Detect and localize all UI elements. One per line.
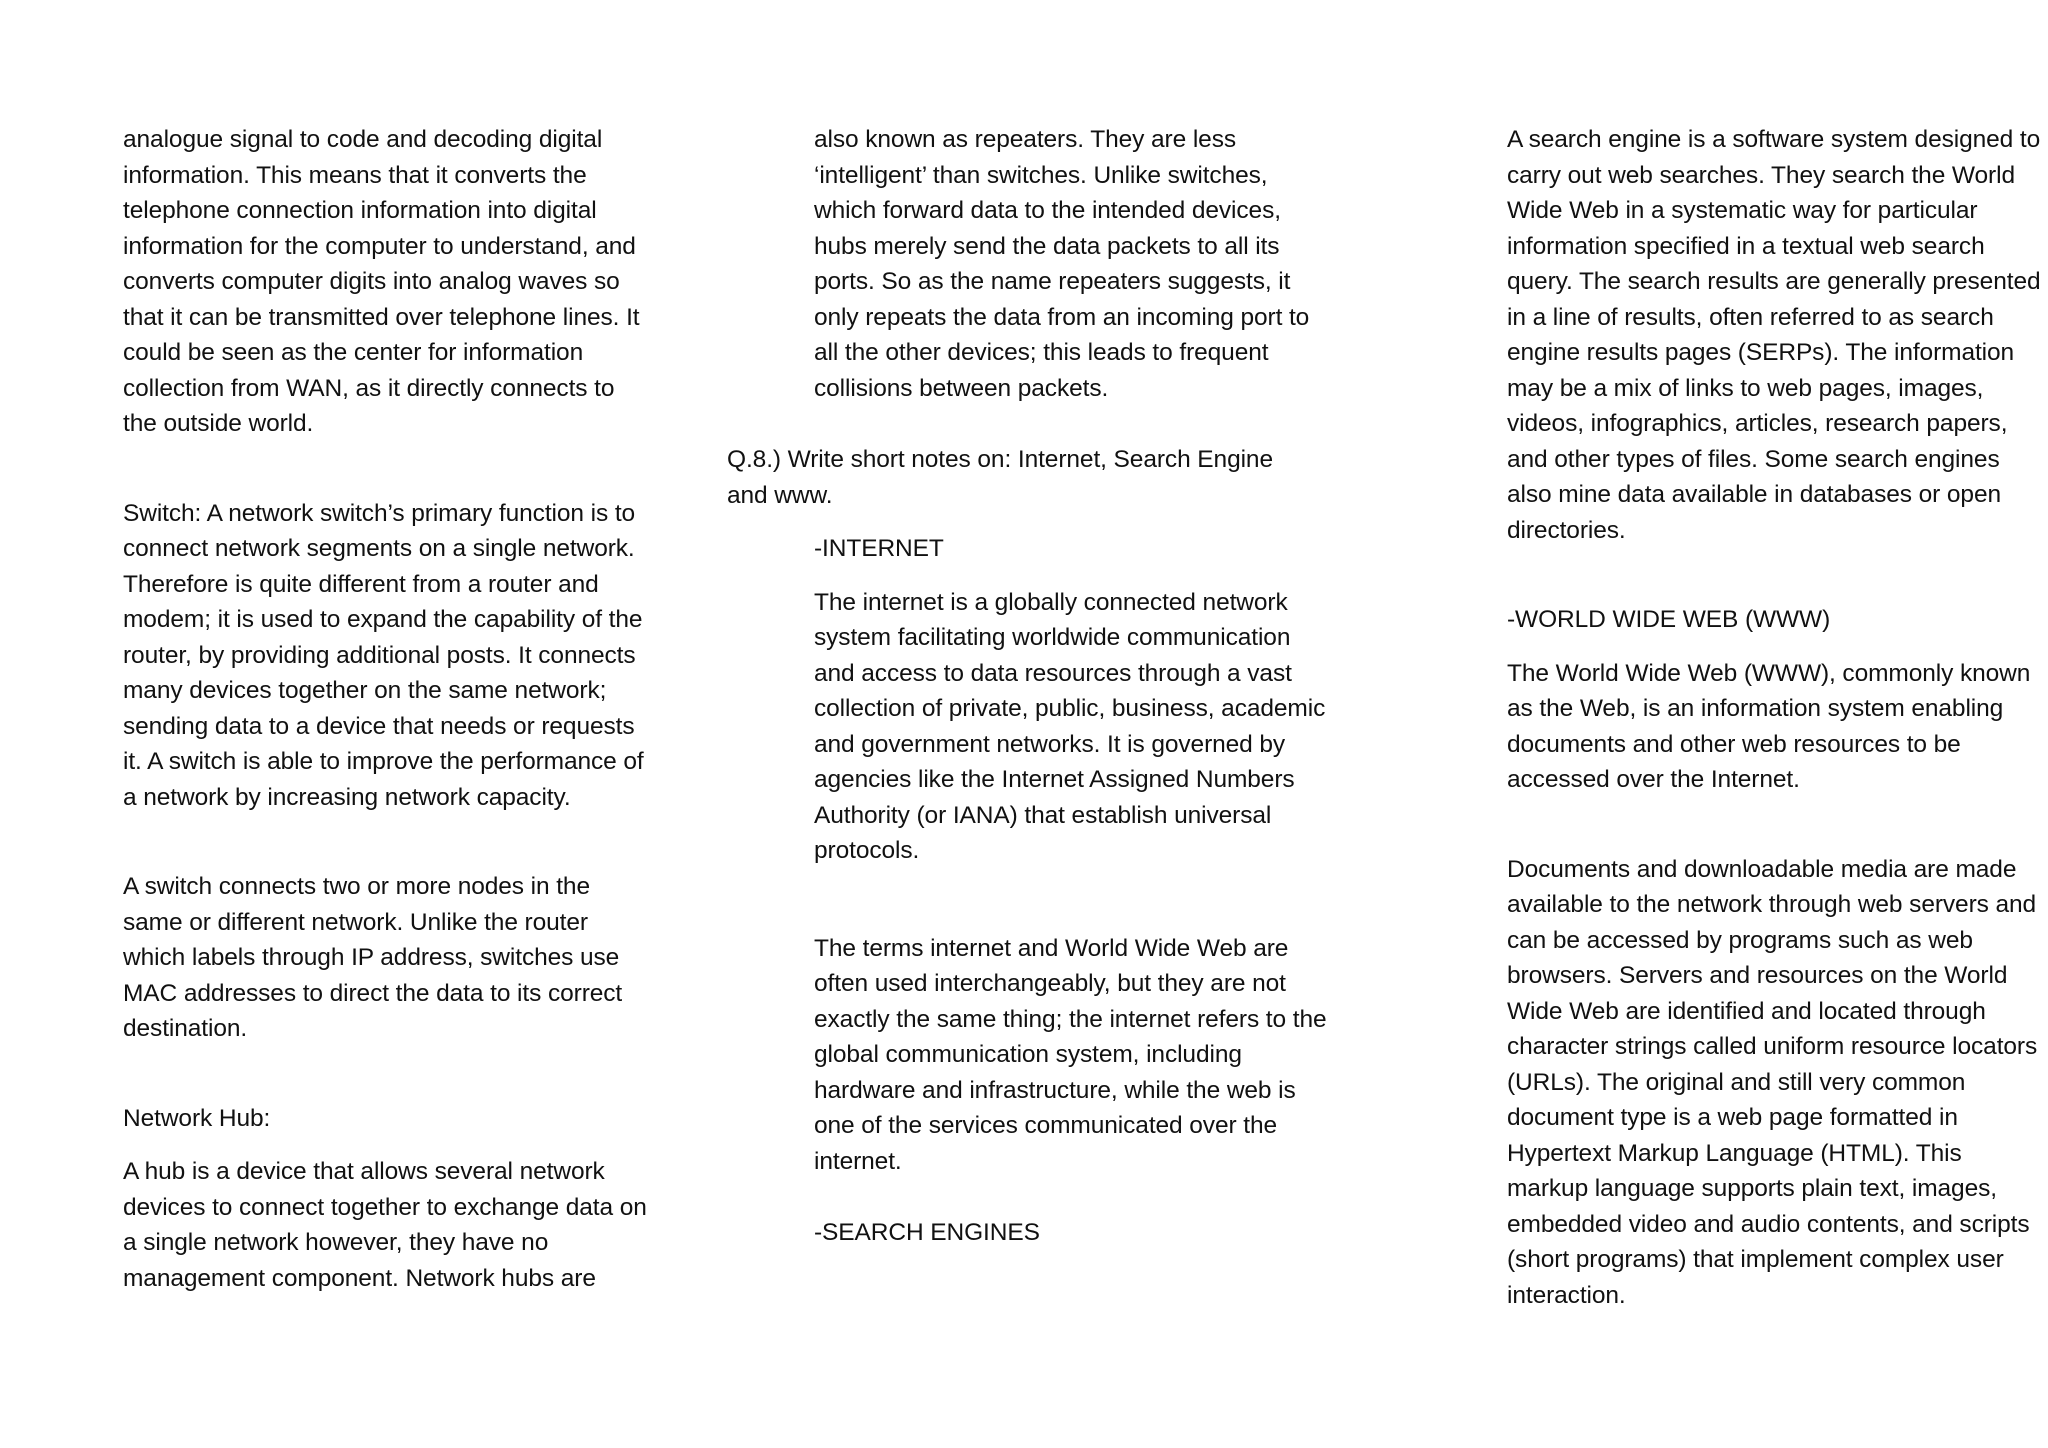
www-paragraph: The World Wide Web (WWW), commonly known as the Web, is an information system enabling documents and other web resources to be accessed over the Internet. (1507, 659, 2031, 793)
modem-paragraph: analogue signal to code and decoding digital information. This means that it converts the telephone connection information into digital information for the computer to understand, and converts computer digits into analog waves so that it can be transmitted over telephone lines. It could be seen as the center for information collection from WAN, as it directly connects to the outside world. (123, 126, 640, 437)
middle-column (727, 122, 1347, 1251)
hub-continued-paragraph: also known as repeaters. They are less ‘intelligent’ than switches. Unlike switches, which forward data to the intended devices, hubs merely send the data packets to all its ports. So as the name repeaters suggests, it only repeats the data from an incoming port to all the other devices; this leads to frequent collisions between packets. (814, 126, 1310, 402)
internet-heading: -INTERNET (814, 535, 944, 562)
search-engines-heading: -SEARCH ENGINES (814, 1219, 1040, 1246)
switch-paragraph: Switch: A network switch’s primary function is to connect network segments on a single network. Therefore is quite different from a router and modem; it is used to expand the capability of the router, by providing additional posts. It connects many devices together on the same network; sending data to a device that needs or requests it. A switch is able to improve the performance of a network by increasing network capacity. (123, 499, 644, 811)
hub-paragraph: A hub is a device that allows several network devices to connect together to exchange data on a single network however, they have no management component. Network hubs are (123, 1158, 647, 1292)
right-column (1507, 122, 2047, 1313)
internet-vs-web-paragraph: The terms internet and World Wide Web are often used interchangeably, but they are not exactly the same thing; the internet refers to the global communication system, including hardware and infrastructure, while the web is one of the services communicated over the internet. (814, 934, 1327, 1175)
search-engine-paragraph: A search engine is a software system designed to carry out web searches. They search the World Wide Web in a systematic way for particular information specified in a textual web search query. The search results are generally presented in a line of results, often referred to as search engine results pages (SERPs). The information may be a mix of links to web pages, images, videos, infographics, articles, research papers, and other types of files. Some search engines also mine data available in databases or open directories. (1507, 126, 2041, 544)
question-heading: Q.8.) Write short notes on: Internet, Search Engine and www. (727, 446, 1273, 509)
www-detail-paragraph: Documents and downloadable media are made available to the network through web servers and can be accessed by programs such as web browsers. Servers and resources on the World Wide Web are identified and located through character strings called uniform resource locators (URLs). The original and still very common document type is a web page formatted in Hypertext Markup Language (HTML). This markup language supports plain text, images, embedded video and audio contents, and scripts (short programs) that implement complex user interaction. (1507, 855, 2038, 1309)
internet-paragraph: The internet is a globally connected network system facilitating worldwide communication and access to data resources through a vast collection of private, public, business, academic and government networks. It is governed by agencies like the Internet Assigned Numbers Authority (or IANA) that establish universal protocols. (814, 588, 1326, 864)
www-heading: -WORLD WIDE WEB (WWW) (1507, 606, 1831, 633)
hub-heading: Network Hub: (123, 1104, 271, 1132)
left-column (123, 122, 653, 1296)
switch-detail-paragraph: A switch connects two or more nodes in the same or different network. Unlike the router which labels through IP address, switches use MAC addresses to direct the data to its correct destination. (123, 873, 623, 1042)
